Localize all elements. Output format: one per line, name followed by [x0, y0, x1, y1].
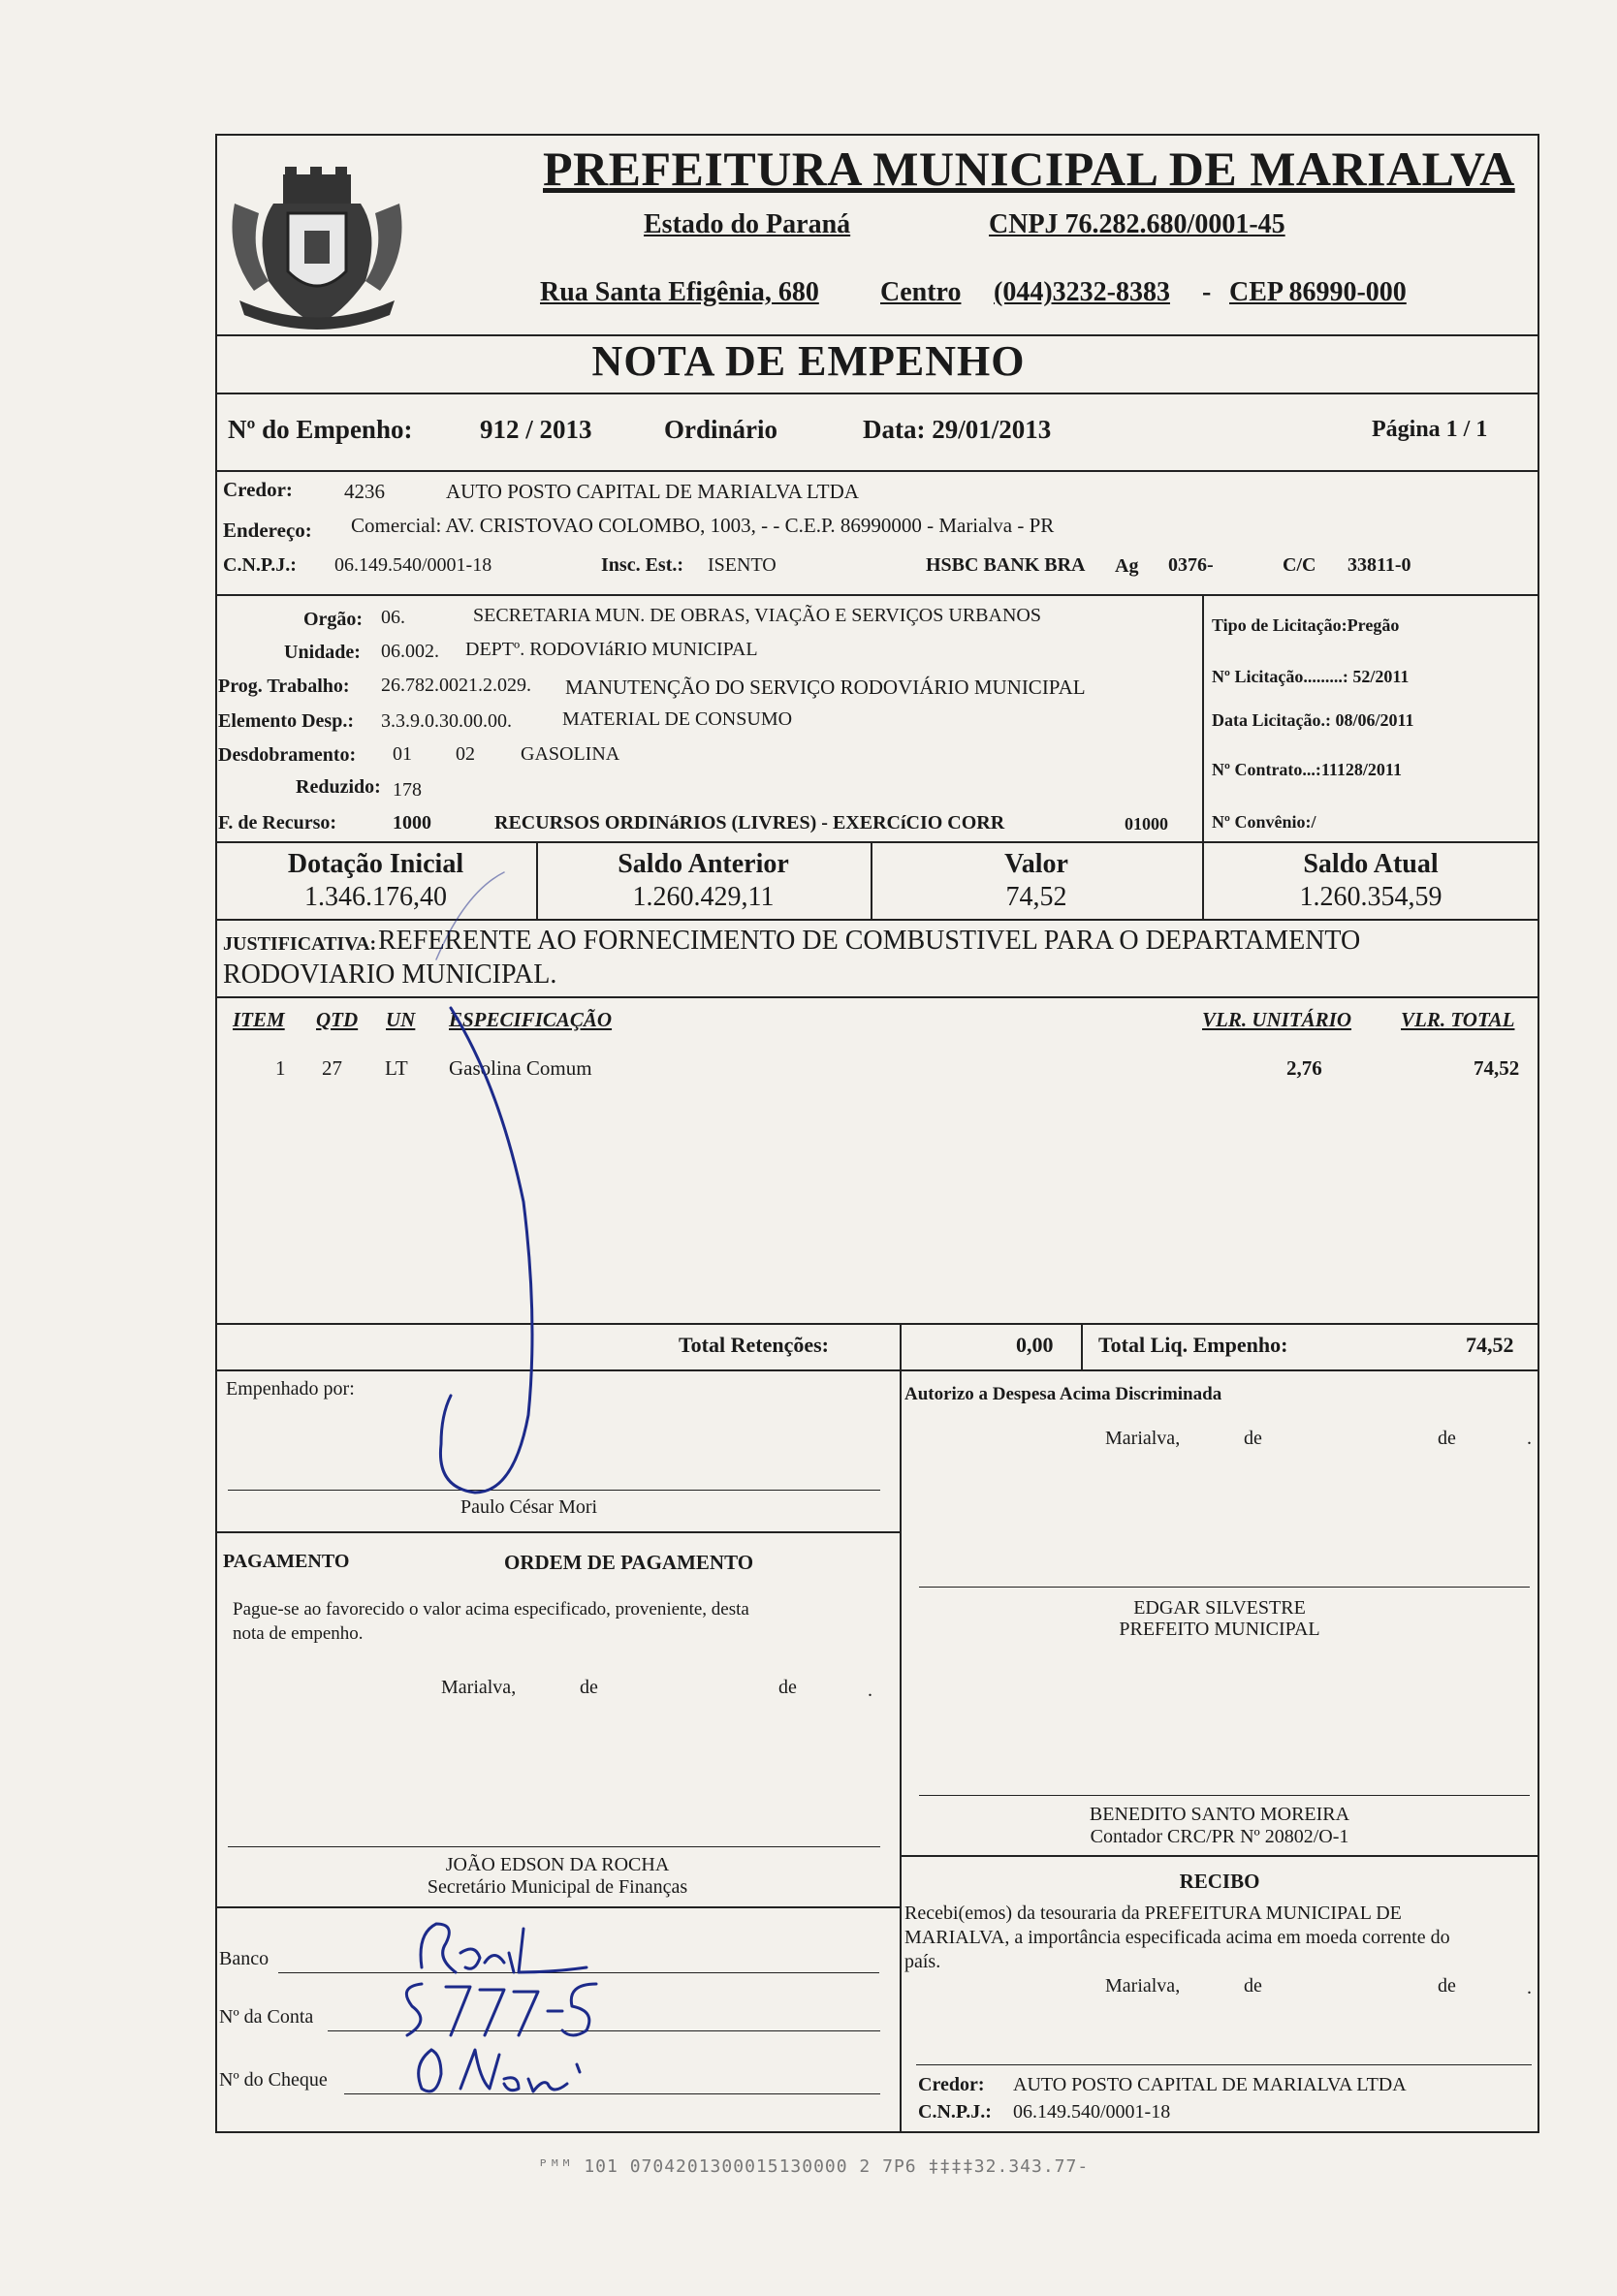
orgao-name: SECRETARIA MUN. DE OBRAS, VIAÇÃO E SERVIÇOS URBANOS — [473, 605, 1041, 626]
dotacao-label: Dotação Inicial — [287, 849, 464, 879]
orgao-label: Orgão: — [303, 609, 364, 630]
cc-label: C/C — [1283, 554, 1316, 576]
divider — [900, 1369, 902, 2133]
col-item: ITEM — [233, 1008, 285, 1031]
credor-insc: ISENTO — [708, 554, 777, 576]
recibo-city: Marialva, — [1105, 1975, 1181, 1997]
handwritten-account-icon — [393, 1972, 616, 2045]
pagamento-city: Marialva, — [441, 1677, 517, 1698]
autorizo-de-1: de — [1244, 1428, 1262, 1449]
header-cep: CEP 86990-000 — [1229, 277, 1407, 307]
orgao-code: 06. — [381, 607, 405, 628]
prog-name: MANUTENÇÃO DO SERVIÇO RODOVIÁRIO MUNICIPAL — [565, 676, 1086, 699]
valor-value: 74,52 — [1005, 882, 1067, 912]
ag-label: Ag — [1115, 555, 1139, 577]
saldo-anterior-value: 1.260.429,11 — [632, 882, 775, 912]
reduzido-value: 178 — [393, 779, 422, 801]
pagamento-de-1: de — [580, 1677, 598, 1698]
autorizo-city: Marialva, — [1105, 1428, 1181, 1449]
row-spec: Gasolina Comum — [449, 1056, 592, 1080]
row-qtd: 27 — [322, 1056, 342, 1080]
desdobramento-label: Desdobramento: — [218, 744, 357, 766]
signature-line — [228, 1846, 880, 1847]
pagamento-dot: . — [868, 1680, 872, 1701]
empenho-number: 912 / 2013 — [480, 415, 592, 444]
recibo-dot: . — [1527, 1977, 1532, 1998]
recibo-line3: país. — [904, 1951, 941, 1972]
justificativa-line1: REFERENTE AO FORNECIMENTO DE COMBUSTIVEL PARA O DEPARTAMENTO — [378, 926, 1361, 956]
contador-title: Contador CRC/PR Nº 20802/O-1 — [1090, 1826, 1349, 1847]
col-total: VLR. TOTAL — [1401, 1008, 1515, 1031]
dotacao-value: 1.346.176,40 — [304, 882, 447, 912]
header-dash: - — [1202, 277, 1212, 307]
credor-cnpj: 06.149.540/0001-18 — [334, 554, 492, 576]
credor-address: Comercial: AV. CRISTOVAO COLOMBO, 1003, - - C.E.P. 86990000 - Marialva - PR — [351, 514, 1055, 537]
reduzido-label: Reduzido: — [296, 776, 381, 798]
recibo-de-2: de — [1438, 1975, 1456, 1997]
desdobramento-b: 02 — [456, 743, 475, 765]
prog-code: 26.782.0021.2.029. — [381, 675, 531, 696]
unidade-label: Unidade: — [284, 642, 361, 663]
fonte-label: F. de Recurso: — [218, 812, 337, 833]
signature-line — [916, 2064, 1532, 2065]
contador-name: BENEDITO SANTO MOREIRA — [1089, 1804, 1350, 1825]
pagamento-de-2: de — [778, 1677, 797, 1698]
justificativa-line2: RODOVIARIO MUNICIPAL. — [223, 959, 557, 990]
divider — [215, 1531, 900, 1533]
row-item: 1 — [275, 1056, 286, 1080]
handwritten-cheque-icon — [407, 2035, 620, 2103]
prefeito-title: PREFEITO MUNICIPAL — [1119, 1619, 1320, 1640]
col-spec: ESPECIFICAÇÃO — [449, 1008, 613, 1031]
recibo-cnpj-label: C.N.P.J.: — [918, 2101, 992, 2123]
pague-line1: Pague-se ao favorecido o valor acima especificado, proveniente, desta — [233, 1599, 749, 1620]
state-name: Estado do Paraná — [644, 209, 851, 239]
saldo-atual-label: Saldo Atual — [1303, 849, 1439, 879]
address-label: Endereço: — [223, 519, 312, 542]
divider — [1081, 1323, 1083, 1369]
header-cnpj: CNPJ 76.282.680/0001-45 — [989, 209, 1285, 239]
convenio-numero: Nº Convênio:/ — [1212, 812, 1316, 832]
credor-name: AUTO POSTO CAPITAL DE MARIALVA LTDA — [446, 480, 859, 503]
divider — [1202, 594, 1204, 841]
desdobramento-name: GASOLINA — [521, 743, 620, 765]
secretario-title: Secretário Municipal de Finanças — [427, 1876, 688, 1898]
elemento-label: Elemento Desp.: — [218, 710, 354, 732]
elemento-code: 3.3.9.0.30.00.00. — [381, 710, 512, 732]
autorizo-label: Autorizo a Despesa Acima Discriminada — [904, 1384, 1222, 1404]
handwritten-signature-icon — [242, 582, 688, 1512]
col-un: UN — [386, 1008, 416, 1031]
empenhado-por-label: Empenhado por: — [226, 1378, 355, 1400]
col-unit-price: VLR. UNITÁRIO — [1202, 1008, 1352, 1031]
page-indicator: Página 1 / 1 — [1372, 417, 1488, 442]
divider — [215, 470, 1539, 472]
signer-empenho: Paulo César Mori — [460, 1496, 598, 1518]
ag-value: 0376- — [1168, 554, 1214, 576]
licitacao-tipo: Tipo de Licitação:Pregão — [1212, 615, 1400, 635]
row-total: 74,52 — [1474, 1056, 1520, 1080]
saldo-atual-value: 1.260.354,59 — [1299, 882, 1443, 912]
retencoes-value: 0,00 — [1016, 1333, 1054, 1357]
cc-value: 33811-0 — [1348, 554, 1411, 576]
prog-label: Prog. Trabalho: — [218, 676, 350, 697]
valor-label: Valor — [1004, 849, 1068, 879]
desdobramento-a: 01 — [393, 743, 412, 765]
retencoes-label: Total Retenções: — [679, 1333, 829, 1357]
secretario-name: JOÃO EDSON DA ROCHA — [445, 1854, 670, 1875]
page-title: PREFEITURA MUNICIPAL DE MARIALVA — [543, 142, 1515, 196]
banco-label: Banco — [219, 1948, 270, 1969]
signature-line — [919, 1587, 1530, 1588]
recibo-de-1: de — [1244, 1975, 1262, 1997]
fonte-number: 01000 — [1125, 814, 1168, 833]
ordem-pagamento-label: ORDEM DE PAGAMENTO — [504, 1551, 754, 1574]
saldo-anterior-label: Saldo Anterior — [618, 849, 789, 879]
empenho-type: Ordinário — [664, 415, 778, 444]
recibo-credor-label: Credor: — [918, 2074, 985, 2095]
credor-label: Credor: — [223, 478, 293, 501]
recibo-title: RECIBO — [1179, 1870, 1260, 1893]
unidade-name: DEPTº. RODOVIáRIO MUNICIPAL — [465, 639, 758, 660]
divider — [215, 1906, 900, 1908]
liquido-value: 74,52 — [1466, 1333, 1514, 1357]
unidade-code: 06.002. — [381, 641, 439, 662]
divider — [900, 1323, 902, 1369]
contrato-numero: Nº Contrato...:11128/2011 — [1212, 760, 1402, 779]
recibo-cnpj: 06.149.540/0001-18 — [1013, 2101, 1171, 2123]
recibo-line1: Recebi(emos) da tesouraria da PREFEITURA MUNICIPAL DE — [904, 1903, 1402, 1924]
empenho-label: Nº do Empenho: — [228, 415, 413, 444]
elemento-name: MATERIAL DE CONSUMO — [562, 708, 793, 730]
col-qtd: QTD — [316, 1008, 359, 1031]
municipal-crest-icon — [215, 145, 419, 339]
cheque-label: Nº do Cheque — [219, 2069, 328, 2091]
licitacao-data: Data Licitação.: 08/06/2011 — [1212, 710, 1414, 730]
conta-label: Nº da Conta — [219, 2006, 314, 2028]
pagamento-label: PAGAMENTO — [223, 1551, 350, 1572]
signature-line — [919, 1795, 1530, 1796]
autorizo-dot: . — [1527, 1428, 1532, 1449]
pague-line2: nota de empenho. — [233, 1623, 364, 1644]
fonte-code: 1000 — [393, 812, 431, 833]
recibo-credor-name: AUTO POSTO CAPITAL DE MARIALVA LTDA — [1013, 2074, 1407, 2095]
divider — [900, 1855, 1539, 1857]
autorizo-de-2: de — [1438, 1428, 1456, 1449]
bank-name: HSBC BANK BRA — [926, 554, 1086, 576]
credor-code: 4236 — [344, 480, 385, 503]
mechanical-stamp: ᴾᴹᴹ 101 0704201300015130000 2 7P6 ‡‡‡‡32.343.77- — [538, 2156, 1090, 2177]
prefeito-name: EDGAR SILVESTRE — [1133, 1597, 1306, 1619]
recibo-line2: MARIALVA, a importância especificada acima em moeda corrente do — [904, 1927, 1450, 1948]
document-title: NOTA DE EMPENHO — [591, 337, 1026, 385]
insc-label: Insc. Est.: — [601, 554, 684, 576]
cnpj-label: C.N.P.J.: — [223, 554, 297, 576]
row-unit-price: 2,76 — [1286, 1056, 1322, 1080]
liquido-label: Total Liq. Empenho: — [1098, 1333, 1288, 1357]
header-street: Rua Santa Efigênia, 680 — [540, 277, 819, 307]
fonte-name: RECURSOS ORDINáRIOS (LIVRES) - EXERCíCIO CORR — [494, 812, 1005, 833]
header-phone: (044)3232-8383 — [994, 277, 1170, 307]
row-un: LT — [385, 1056, 408, 1080]
justificativa-label: JUSTIFICATIVA: — [223, 933, 377, 955]
header-district: Centro — [880, 277, 962, 307]
licitacao-numero: Nº Licitação.........: 52/2011 — [1212, 667, 1410, 686]
empenho-date: Data: 29/01/2013 — [863, 415, 1052, 444]
